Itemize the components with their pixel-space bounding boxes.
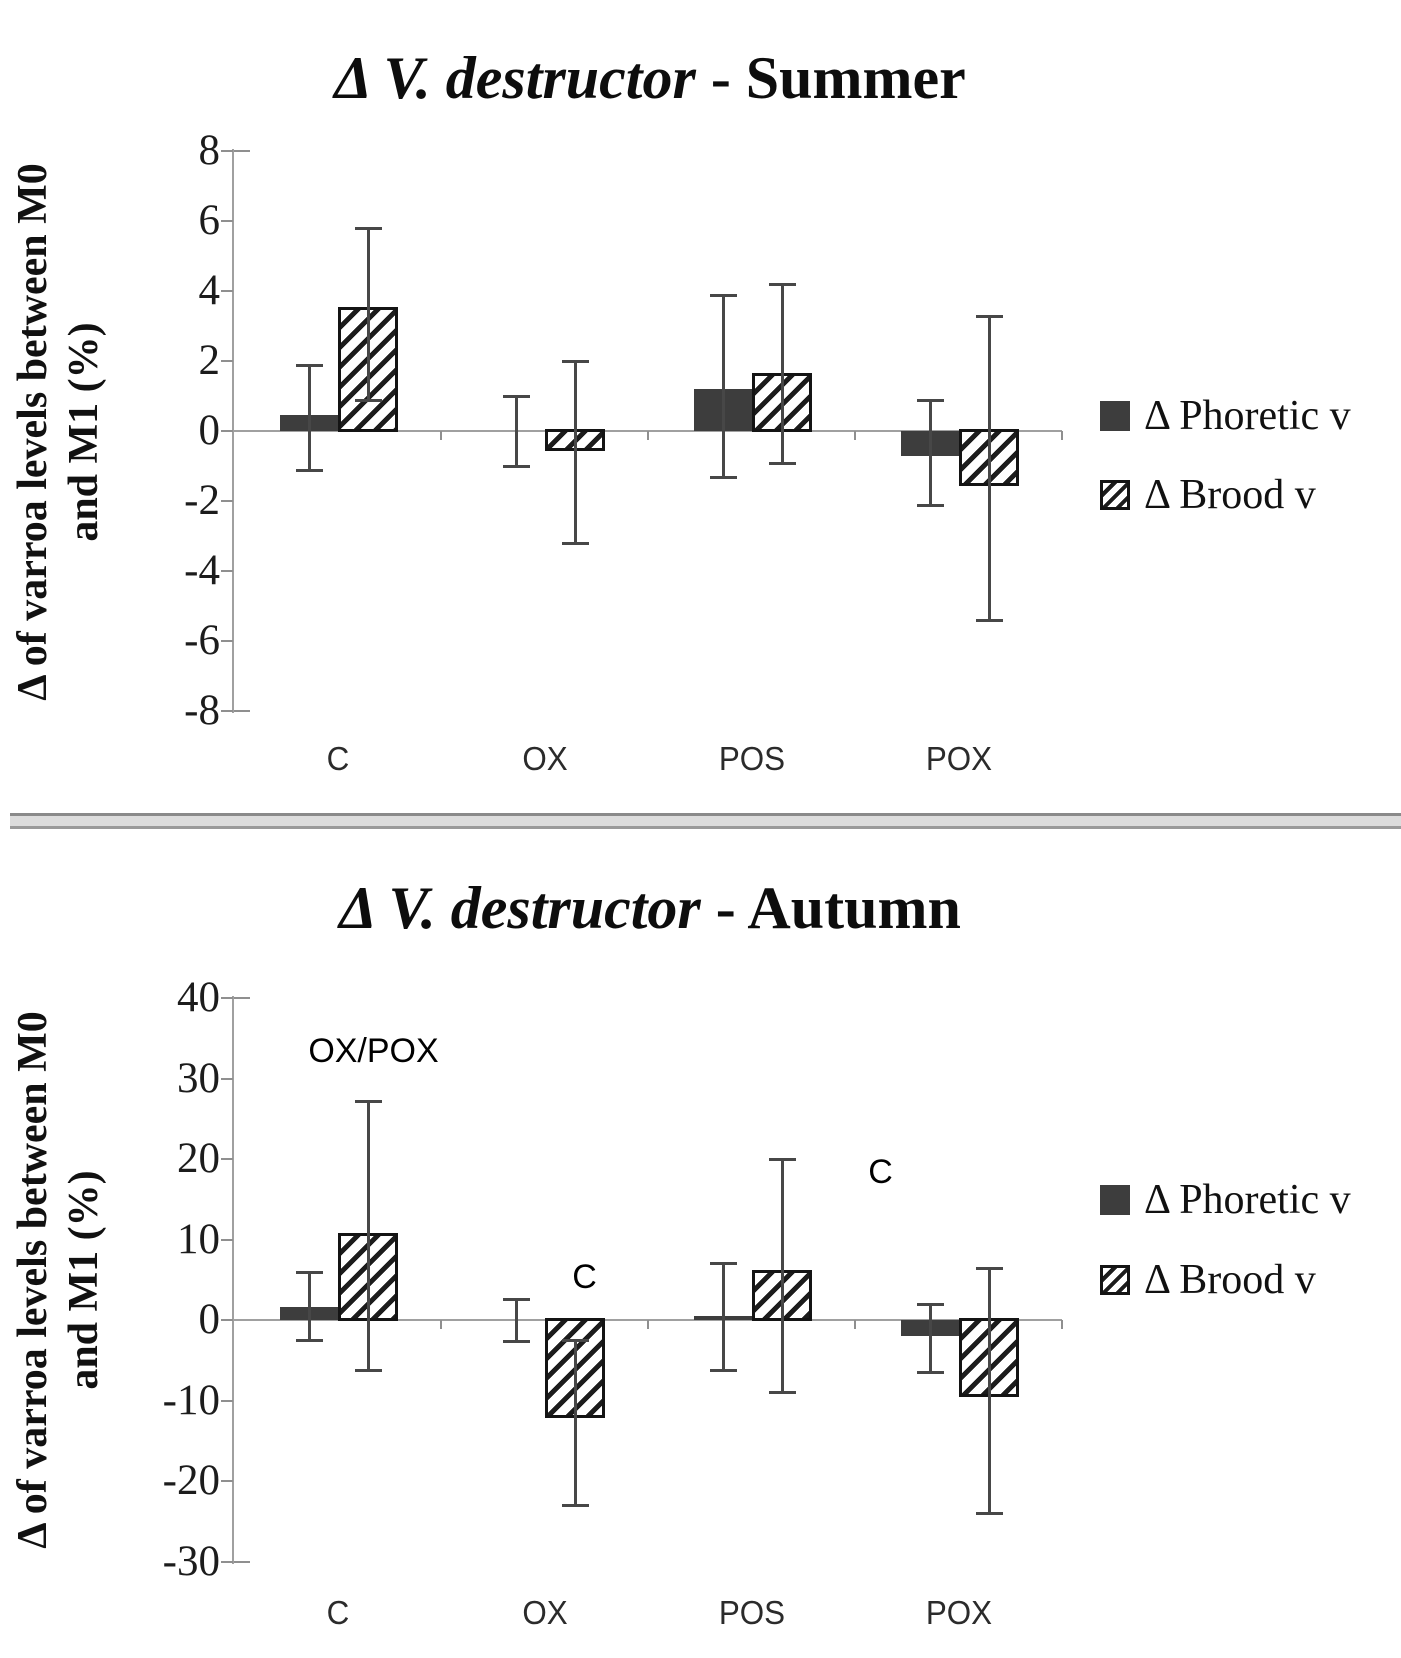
y-tick-autumn-0 — [221, 1319, 233, 1321]
error-cap-top-summer-POX-brood — [976, 315, 1003, 318]
y-tick-label-summer-4: 4 — [198, 267, 220, 314]
error-cap-top-autumn-POX-brood — [976, 1267, 1003, 1270]
x-category-label-autumn-POX: POX — [925, 1594, 992, 1631]
x-axis-boundary-tick-summer-4 — [1061, 431, 1063, 440]
x-axis-boundary-tick-summer-3 — [854, 431, 856, 440]
title-species-summer: Δ V. destructor — [334, 45, 696, 112]
y-tick-label-autumn-0: 0 — [198, 1296, 220, 1343]
legend-label-phoretic-autumn: Δ Phoretic v — [1144, 1177, 1351, 1223]
error-cap-bottom-autumn-OX-brood — [562, 1504, 589, 1507]
y-tick-label-summer--6: -6 — [184, 617, 220, 664]
error-bar-summer-POX-brood — [988, 316, 991, 621]
legend-swatch-hatched-icon — [1100, 1265, 1130, 1295]
y-axis-top-elbow-summer — [234, 150, 250, 152]
legend-label-phoretic-summer: Δ Phoretic v — [1144, 393, 1351, 439]
y-tick-autumn--20 — [221, 1480, 233, 1482]
error-bar-autumn-C-brood — [367, 1101, 370, 1370]
y-tick-summer-8 — [221, 150, 233, 152]
x-axis-boundary-tick-summer-2 — [647, 431, 649, 440]
x-axis-boundary-tick-autumn-2 — [647, 1320, 649, 1329]
error-cap-top-autumn-OX-phoretic — [503, 1298, 530, 1301]
x-axis-boundary-tick-autumn-3 — [854, 1320, 856, 1329]
error-bar-summer-C-phoretic — [308, 365, 311, 470]
error-bar-summer-POS-phoretic — [722, 295, 725, 477]
legend-item-brood-autumn — [1100, 1256, 1316, 1304]
error-cap-bottom-autumn-C-phoretic — [296, 1339, 323, 1342]
x-axis-boundary-tick-autumn-1 — [440, 1320, 442, 1329]
error-bar-autumn-C-phoretic — [308, 1272, 311, 1340]
error-bar-summer-POX-phoretic — [929, 400, 932, 505]
title-season-summer: - Summer — [695, 45, 966, 112]
legend-swatch-hatched-icon — [1100, 480, 1130, 510]
x-category-label-autumn-C: C — [326, 1594, 349, 1631]
error-cap-bottom-summer-POX-brood — [976, 619, 1003, 622]
y-tick-autumn-20 — [221, 1158, 233, 1160]
y-tick-autumn--30 — [221, 1561, 233, 1563]
y-tick-summer--4 — [221, 570, 233, 572]
x-category-label-summer-OX: OX — [521, 740, 568, 777]
x-category-label-autumn-OX: OX — [521, 1594, 568, 1631]
x-category-label-summer-C: C — [326, 740, 349, 777]
section-divider — [10, 813, 1401, 829]
y-tick-label-autumn--20: -20 — [162, 1457, 220, 1504]
y-tick-label-summer-8: 8 — [198, 127, 220, 174]
x-category-label-summer-POX: POX — [925, 740, 992, 777]
y-axis-bottom-elbow-summer — [234, 710, 250, 712]
error-cap-bottom-summer-POX-phoretic — [917, 504, 944, 507]
error-cap-top-summer-OX-brood — [562, 360, 589, 363]
y-tick-label-summer-6: 6 — [198, 197, 220, 244]
error-bar-summer-POS-brood — [781, 284, 784, 463]
y-tick-label-summer-2: 2 — [198, 337, 220, 384]
error-bar-autumn-POS-brood — [781, 1159, 784, 1392]
error-cap-top-summer-OX-phoretic — [503, 395, 530, 398]
legend-swatch-solid-icon — [1100, 401, 1130, 431]
legend-label-brood-summer: Δ Brood v — [1144, 472, 1316, 518]
error-bar-summer-OX-brood — [574, 361, 577, 543]
error-cap-top-summer-POS-phoretic — [710, 294, 737, 297]
annotation-autumn-POX: C — [868, 1153, 893, 1192]
error-bar-summer-C-brood — [367, 228, 370, 400]
y-tick-label-summer-0: 0 — [198, 407, 220, 454]
error-cap-bottom-autumn-C-brood — [355, 1369, 382, 1372]
y-axis-line-autumn — [232, 996, 234, 1564]
error-cap-top-summer-POS-brood — [769, 283, 796, 286]
error-cap-bottom-summer-C-phoretic — [296, 469, 323, 472]
y-tick-autumn-10 — [221, 1239, 233, 1241]
x-axis-boundary-tick-summer-1 — [440, 431, 442, 440]
y-axis-title-autumn-line2: and M1 (%) — [61, 1170, 108, 1390]
y-axis-top-elbow-autumn — [234, 997, 250, 999]
y-axis-title-summer-line2: and M1 (%) — [61, 322, 108, 542]
y-tick-summer-4 — [221, 290, 233, 292]
x-axis-boundary-tick-autumn-4 — [1061, 1320, 1063, 1329]
chart-title-autumn — [0, 874, 1300, 943]
error-bar-autumn-POX-brood — [988, 1268, 991, 1514]
error-bar-autumn-POS-phoretic — [722, 1263, 725, 1370]
error-cap-top-autumn-C-brood — [355, 1100, 382, 1103]
y-tick-label-summer--8: -8 — [184, 687, 220, 734]
legend-item-phoretic-autumn — [1100, 1176, 1351, 1224]
error-cap-bottom-autumn-POS-phoretic — [710, 1369, 737, 1372]
error-bar-autumn-POX-phoretic — [929, 1304, 932, 1372]
error-cap-bottom-autumn-OX-phoretic — [503, 1340, 530, 1343]
legend-swatch-solid-icon — [1100, 1185, 1130, 1215]
y-axis-title-summer-line1: Δ of varroa levels between M0 — [10, 163, 56, 701]
y-tick-summer-2 — [221, 360, 233, 362]
error-bar-summer-OX-phoretic — [515, 396, 518, 466]
error-cap-bottom-summer-C-brood — [355, 399, 382, 402]
error-cap-bottom-summer-POS-phoretic — [710, 476, 737, 479]
error-cap-top-autumn-POS-phoretic — [710, 1262, 737, 1265]
y-tick-label-autumn-10: 10 — [177, 1215, 220, 1263]
error-cap-bottom-summer-OX-phoretic — [503, 465, 530, 468]
y-axis-title-autumn-line1: Δ of varroa levels between M0 — [10, 1011, 56, 1549]
error-bar-autumn-OX-brood — [574, 1340, 577, 1505]
error-cap-top-summer-C-phoretic — [296, 364, 323, 367]
y-tick-label-autumn--10: -10 — [162, 1376, 220, 1424]
annotation-autumn-C: OX/POX — [308, 1032, 439, 1071]
annotation-autumn-OX: C — [572, 1257, 597, 1296]
y-tick-summer-0 — [221, 430, 233, 432]
error-bar-autumn-OX-phoretic — [515, 1299, 518, 1341]
y-tick-summer--8 — [221, 710, 233, 712]
y-tick-label-autumn--30: -30 — [162, 1537, 220, 1585]
error-cap-bottom-autumn-POX-phoretic — [917, 1371, 944, 1374]
error-cap-bottom-summer-POS-brood — [769, 462, 796, 465]
y-tick-label-summer--4: -4 — [184, 547, 220, 594]
y-axis-title-summer — [8, 112, 120, 752]
legend-label-brood-autumn: Δ Brood v — [1144, 1257, 1316, 1303]
error-cap-bottom-autumn-POS-brood — [769, 1391, 796, 1394]
x-category-label-autumn-POS: POS — [718, 1594, 785, 1631]
chart-title-summer — [0, 44, 1300, 113]
y-axis-bottom-elbow-autumn — [234, 1561, 250, 1563]
y-axis-title-autumn — [8, 960, 120, 1600]
error-cap-bottom-summer-OX-brood — [562, 542, 589, 545]
y-tick-autumn-30 — [221, 1078, 233, 1080]
y-tick-label-autumn-40: 40 — [177, 974, 220, 1021]
error-cap-top-autumn-OX-brood — [562, 1339, 589, 1342]
title-species-autumn: Δ V. destructor — [339, 875, 701, 942]
error-cap-top-autumn-C-phoretic — [296, 1271, 323, 1274]
y-tick-summer--6 — [221, 640, 233, 642]
y-tick-label-autumn-30: 30 — [177, 1054, 220, 1102]
legend-item-phoretic-summer — [1100, 392, 1351, 440]
error-cap-top-summer-POX-phoretic — [917, 399, 944, 402]
title-season-autumn: - Autumn — [700, 875, 961, 942]
x-category-label-summer-POS: POS — [718, 740, 785, 777]
y-tick-label-summer--2: -2 — [184, 477, 220, 524]
legend-item-brood-summer — [1100, 471, 1316, 519]
y-tick-label-autumn-20: 20 — [177, 1135, 220, 1182]
error-cap-top-autumn-POX-phoretic — [917, 1303, 944, 1306]
error-cap-top-summer-C-brood — [355, 227, 382, 230]
y-tick-summer--2 — [221, 500, 233, 502]
y-tick-autumn--10 — [221, 1400, 233, 1402]
error-cap-bottom-autumn-POX-brood — [976, 1512, 1003, 1515]
y-tick-summer-6 — [221, 220, 233, 222]
y-tick-autumn-40 — [221, 997, 233, 999]
